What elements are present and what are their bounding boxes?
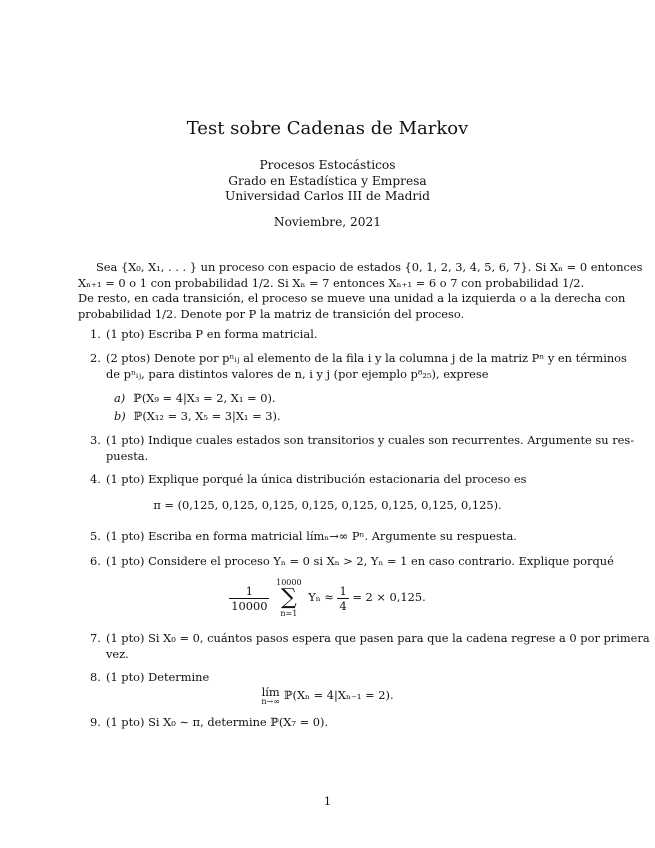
question-number: 2. <box>90 351 101 365</box>
question-text: (2 ptos) Denote por pⁿᵢⱼ al elemento de la fila i y la columna j de la matriz Pⁿ y en términos <box>106 351 627 365</box>
intro-line: Sea {X₀, X₁, . . . } un proceso con espacio de estados {0, 1, 2, 3, 4, 5, 6, 7}. Si Xₙ = 0 entonces <box>96 260 643 274</box>
sum-lower-limit: n=1 <box>280 609 298 618</box>
limit-equation <box>0 686 655 706</box>
fraction-numerator: 1 <box>339 583 347 598</box>
subitem-text: ℙ(X₉ = 4|X₃ = 2, X₁ = 0). <box>133 391 276 405</box>
sum-upper-limit: 10000 <box>276 578 302 587</box>
subitem-a <box>114 391 276 405</box>
question-text: (1 pto) Escriba en forma matricial límₙ→∞ Pⁿ. Argumente su respuesta. <box>106 529 517 543</box>
subitem-label: a) <box>114 391 126 405</box>
limit-subscript: n→∞ <box>261 697 280 706</box>
page-title: Test sobre Cadenas de Markov <box>186 118 469 139</box>
question-text: (1 pto) Indique cuales estados son transitorios y cuales son recurrentes. Argumente su res- <box>106 433 635 447</box>
question-number: 1. <box>90 327 101 341</box>
question-number: 9. <box>90 715 101 729</box>
fraction <box>337 584 348 613</box>
subitem-label: b) <box>114 409 126 423</box>
intro-paragraph <box>78 260 643 322</box>
sum-symbol: ∑ <box>280 585 297 610</box>
intro-line: De resto, en cada transición, el proceso se mueve una unidad a la izquierda o a la derecha con <box>78 291 626 305</box>
page-number: 1 <box>323 794 332 808</box>
subitem-text: ℙ(X₁₂ = 3, X₅ = 3|X₁ = 3). <box>133 409 281 423</box>
limit-word: lím <box>261 685 280 699</box>
degree-name: Grado en Estadística y Empresa <box>228 174 427 188</box>
question-text: vez. <box>106 646 129 661</box>
question-text: (1 pto) Determine <box>106 670 210 684</box>
limit-operator <box>261 686 280 706</box>
question-text: (1 pto) Considere el proceso Yₙ = 0 si Xₙ > 2, Yₙ = 1 en caso contrario. Explique porqué <box>106 554 614 568</box>
subitem-b <box>114 409 281 423</box>
question-text: de pⁿᵢⱼ, para distintos valores de n, i y j (por ejemplo p⁸₂₅), exprese <box>106 366 489 381</box>
date: Noviembre, 2021 <box>273 215 382 229</box>
limit-expression: ℙ(Xₙ = 4|Xₙ₋₁ = 2). <box>283 688 394 702</box>
question-number: 3. <box>90 433 101 447</box>
fraction <box>229 584 269 613</box>
question-text: (1 pto) Escriba P en forma matricial. <box>106 327 318 341</box>
fraction-numerator: 1 <box>229 584 269 599</box>
ergodic-average-equation <box>0 578 655 618</box>
question-number: 6. <box>90 554 101 568</box>
question-text: (1 pto) Si X₀ = 0, cuántos pasos espera que pasen para que la cadena regrese a 0 por primera <box>106 631 650 645</box>
intro-line: probabilidad 1/2. Denote por P la matriz de transición del proceso. <box>78 306 465 321</box>
university-name: Universidad Carlos III de Madrid <box>225 189 430 203</box>
summation <box>276 578 301 618</box>
question-text: puesta. <box>106 448 149 463</box>
question-number: 4. <box>90 472 101 486</box>
equation-rest: = 2 × 0,125. <box>352 590 426 604</box>
question-number: 7. <box>90 631 101 645</box>
question-number: 5. <box>90 529 101 543</box>
question-text: (1 pto) Si X₀ ∼ π, determine ℙ(X₇ = 0). <box>106 715 329 729</box>
fraction-denominator: 4 <box>339 598 347 613</box>
question-text: (1 pto) Explique porqué la única distribución estacionaria del proceso es <box>106 472 527 486</box>
course-name: Procesos Estocásticos <box>259 158 396 172</box>
sum-term: Yₙ ≈ <box>308 590 334 604</box>
fraction-denominator: 10000 <box>231 598 268 613</box>
intro-line: Xₙ₊₁ = 0 o 1 con probabilidad 1/2. Si Xₙ = 7 entonces Xₙ₊₁ = 6 o 7 con probabilidad 1/2. <box>78 275 585 290</box>
question-number: 8. <box>90 670 101 684</box>
stationary-distribution-equation: π = (0,125, 0,125, 0,125, 0,125, 0,125, 0,125, 0,125, 0,125). <box>153 498 502 512</box>
